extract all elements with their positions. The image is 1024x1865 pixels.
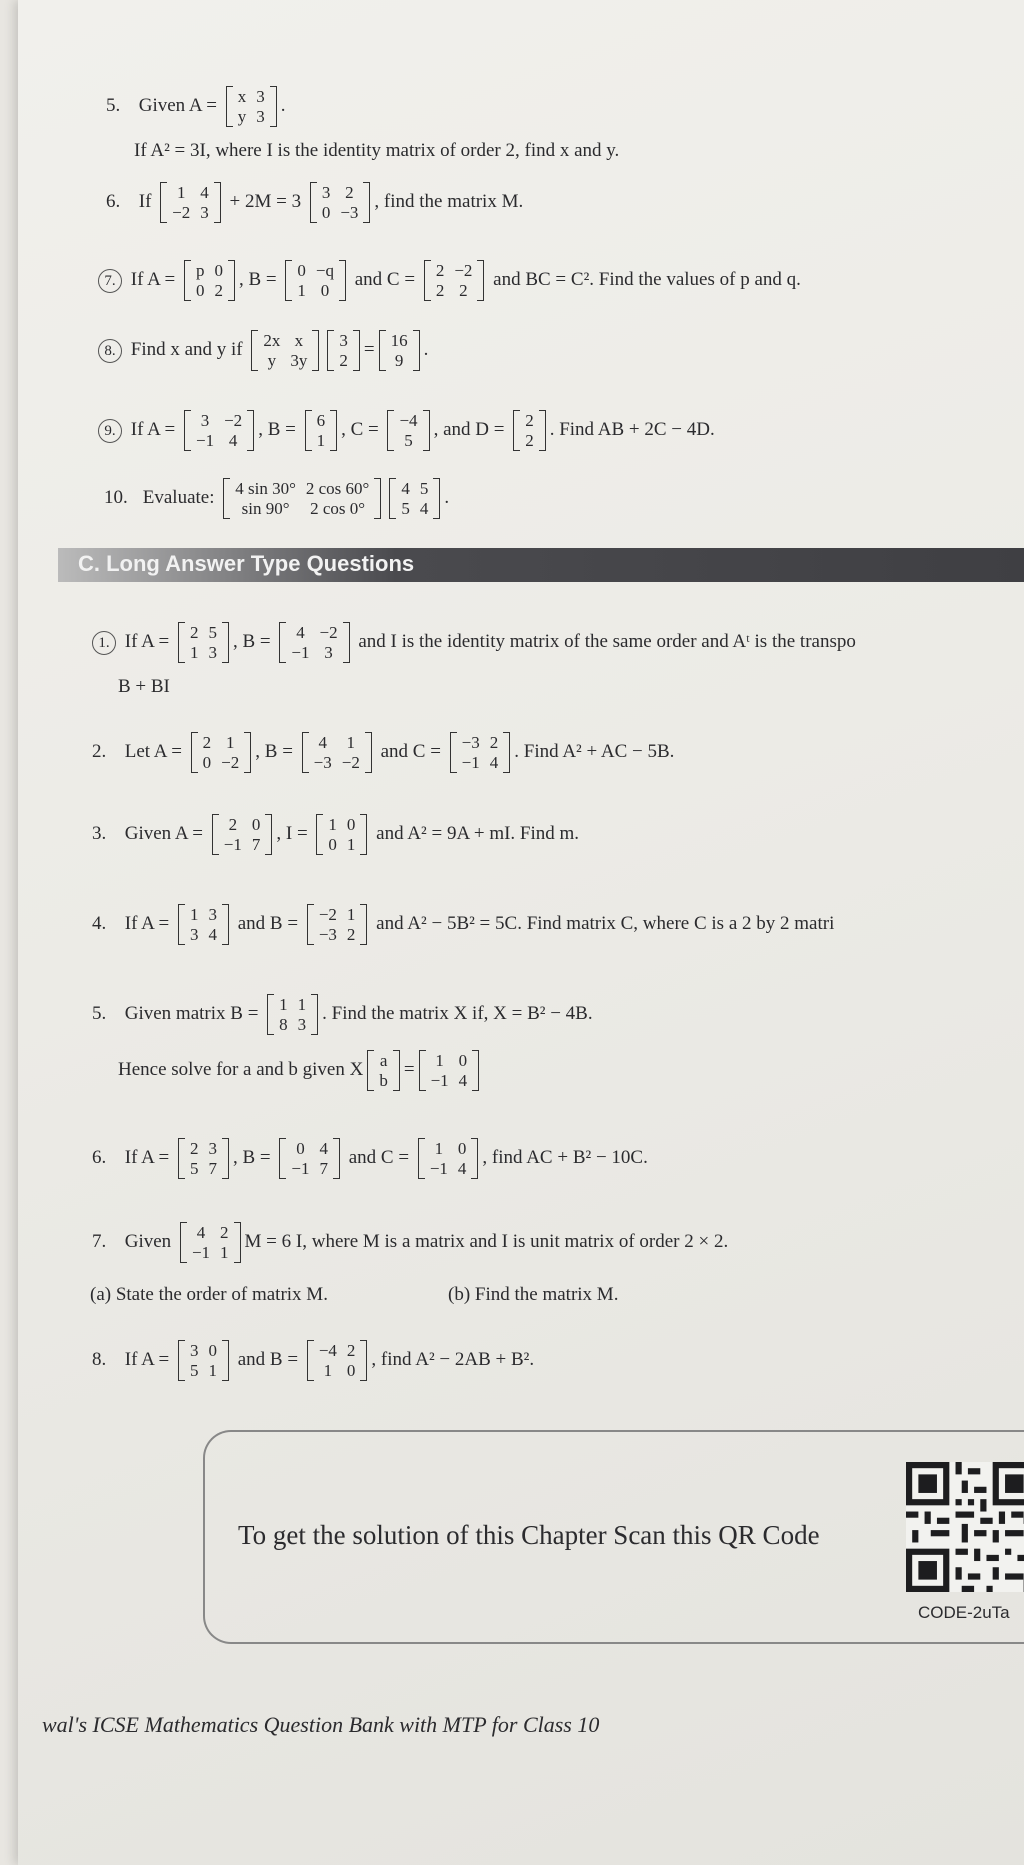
long-question-6: 6. If A = 2 3 5 7 , B = 0 4 −1 7 and C = 1 0 −1 4 , find AC + B² − 10C. — [92, 1139, 648, 1178]
matrix: 3 0 5 1 — [178, 1340, 229, 1381]
long-question-5: 5. Given matrix B = 1 1 8 3 . Find the matrix X if, X = B² − 4B. — [92, 995, 593, 1034]
book-footer: wal's ICSE Mathematics Question Bank with MTP for Class 10 — [42, 1712, 600, 1737]
matrix: 4 −2 −1 3 — [279, 622, 349, 663]
question-8: 8. Find x and y if 2x x y 3y 3 2 = 16 9 . — [98, 330, 428, 371]
matrix: 2 0 −1 7 — [212, 814, 273, 855]
matrix: −4 5 — [387, 410, 429, 451]
long-question-1: 1. If A = 2 5 1 3 , B = 4 −2 −1 3 and I is the identity matrix of the same order and Aᵗ is the transpo — [92, 622, 856, 663]
matrix: 2 2 — [513, 410, 546, 451]
long-question-2: 2. Let A = 2 1 0 −2 , B = 4 1 −3 −2 and C = −3 2 −1 4 . Find A² + AC − 5B. — [92, 733, 675, 772]
textbook-page — [18, 0, 1024, 1865]
matrix: 1 4 −2 3 — [160, 182, 221, 223]
qr-callout-text: To get the solution of this Chapter Scan this QR Code — [238, 1520, 820, 1550]
matrix: −3 2 −1 4 — [450, 732, 511, 773]
question-6: 6. If 1 4 −2 3 + 2M = 3 3 2 0 −3 , find the matrix M. — [106, 183, 524, 222]
long-question-7: 7. Given 4 2 −1 1 M = 6 I, where M is a matrix and I is unit matrix of order 2 × 2. — [92, 1223, 729, 1262]
long-question-7-part-a: (a) State the order of matrix M. — [90, 1284, 328, 1305]
question-7: 7. If A = p 0 0 2 , B = 0 −q 1 0 and C = 2 −2 2 2 and BC = C². Find the values of p and q. — [98, 260, 801, 301]
question-5: 5. Given A = x 3 y 3 . — [106, 87, 286, 126]
long-question-4: 4. If A = 1 3 3 4 and B = −2 1 −3 2 and A² − 5B² = 5C. Find matrix C, where C is a 2 by 2 matri — [92, 905, 835, 944]
question-5-line2: If A² = 3I, where I is the identity matrix of order 2, find x and y. — [134, 140, 620, 161]
long-question-1-line2: B + BI — [118, 676, 170, 697]
qr-code-label: CODE-2uTa — [918, 1603, 1010, 1622]
matrix: 4 5 5 4 — [389, 478, 440, 519]
long-question-7-part-b: (b) Find the matrix M. — [448, 1284, 619, 1305]
long-question-3: 3. Given A = 2 0 −1 7 , I = 1 0 0 1 and A² = 9A + mI. Find m. — [92, 815, 580, 854]
matrix: 3 2 0 −3 — [310, 182, 371, 223]
matrix: 2 −2 2 2 — [424, 260, 485, 301]
matrix: 16 9 — [379, 330, 420, 371]
matrix: 0 −q 1 0 — [285, 260, 346, 301]
matrix: p 0 0 2 — [184, 260, 235, 301]
matrix: 3 2 — [327, 330, 360, 371]
matrix: 2 1 0 −2 — [191, 732, 252, 773]
matrix: 0 4 −1 7 — [279, 1138, 340, 1179]
matrix: 4 1 −3 −2 — [302, 732, 372, 773]
matrix: 2x x y 3y — [251, 330, 319, 371]
matrix: −4 2 1 0 — [307, 1340, 368, 1381]
matrix: x 3 y 3 — [226, 86, 277, 127]
matrix: 6 1 — [305, 410, 338, 451]
matrix: 1 1 8 3 — [267, 994, 318, 1035]
section-title: C. Long Answer Type Questions — [78, 551, 415, 576]
matrix: 1 3 3 4 — [178, 904, 229, 945]
matrix: 2 5 1 3 — [178, 622, 229, 663]
matrix: 4 sin 30° 2 cos 60° sin 90° 2 cos 0° — [223, 478, 381, 519]
matrix: a b — [367, 1050, 400, 1091]
long-question-5-line2: Hence solve for a and b given X a b = 1 0 −1 4 — [118, 1050, 483, 1091]
question-10: 10. Evaluate: 4 sin 30° 2 cos 60° sin 90° 2 cos 0° 4 5 5 4 . — [104, 479, 450, 518]
qr-code-icon — [906, 1462, 1024, 1592]
matrix: 1 0 −1 4 — [419, 1050, 480, 1091]
matrix: 4 2 −1 1 — [180, 1222, 241, 1263]
matrix: 3 −2 −1 4 — [184, 410, 254, 451]
matrix: 1 0 0 1 — [316, 814, 367, 855]
matrix: 1 0 −1 4 — [418, 1138, 479, 1179]
long-question-8: 8. If A = 3 0 5 1 and B = −4 2 1 0 , find A² − 2AB + B². — [92, 1341, 535, 1380]
matrix: 2 3 5 7 — [178, 1138, 229, 1179]
matrix: −2 1 −3 2 — [307, 904, 368, 945]
question-9: 9. If A = 3 −2 −1 4 , B = 6 1 , C = −4 5 , and D = 2 2 . Find AB + 2C − 4D. — [98, 410, 715, 451]
